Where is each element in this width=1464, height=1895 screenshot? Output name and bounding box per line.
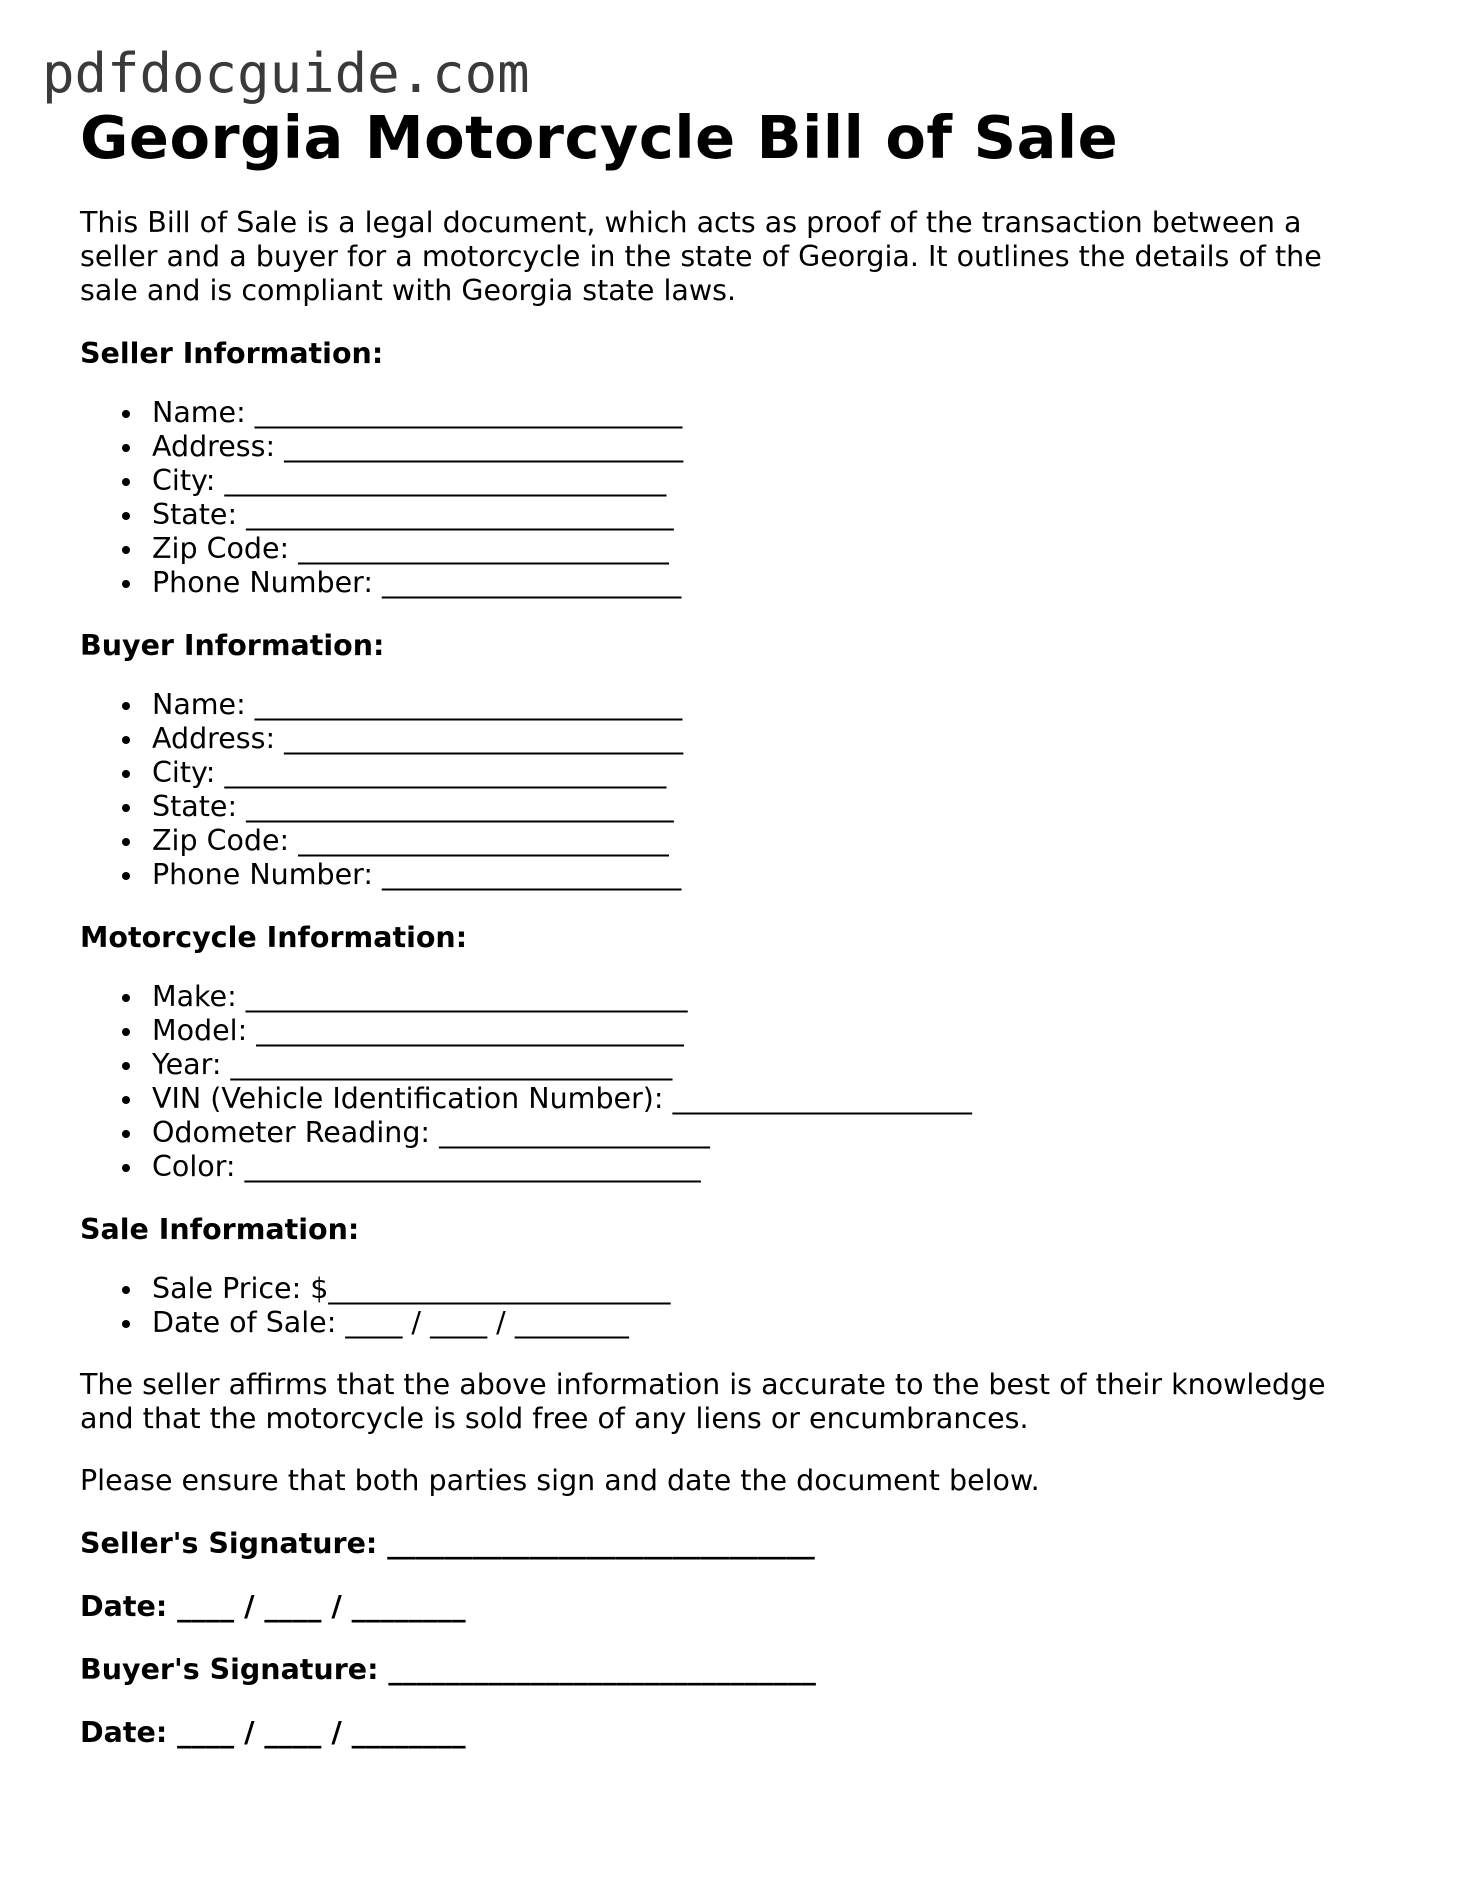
- seller-date-line[interactable]: Date: ____ / ____ / ________: [80, 1590, 466, 1623]
- buyer-date-line[interactable]: Date: ____ / ____ / ________: [80, 1716, 466, 1749]
- document-page: [80, 100, 1380, 1750]
- watermark-text: pdfdocguide.com: [42, 42, 530, 105]
- motorcycle-year-field[interactable]: Year: _______________________________: [152, 1048, 1380, 1082]
- buyer-zip-field[interactable]: Zip Code: __________________________: [152, 824, 1380, 858]
- motorcycle-odometer-field[interactable]: Odometer Reading: ___________________: [152, 1116, 1380, 1150]
- seller-section-heading: Seller Information:: [80, 337, 384, 370]
- instruction-paragraph: Please ensure that both parties sign and date the document below.: [80, 1464, 1040, 1497]
- motorcycle-model-field[interactable]: Model: ______________________________: [152, 1014, 1380, 1048]
- seller-city-field[interactable]: City: _______________________________: [152, 464, 1380, 498]
- buyer-fields-list: [80, 688, 1380, 892]
- seller-signature-line[interactable]: Seller's Signature: ______________________________: [80, 1527, 815, 1560]
- seller-phone-field[interactable]: Phone Number: _____________________: [152, 566, 1380, 600]
- buyer-section-heading: Buyer Information:: [80, 629, 385, 662]
- sale-fields-list: [80, 1272, 1380, 1340]
- seller-name-field[interactable]: Name: ______________________________: [152, 396, 1380, 430]
- sale-section-heading: Sale Information:: [80, 1213, 360, 1246]
- sale-date-field[interactable]: Date of Sale: ____ / ____ / ________: [152, 1306, 1380, 1340]
- buyer-address-field[interactable]: Address: ____________________________: [152, 722, 1380, 756]
- buyer-city-field[interactable]: City: _______________________________: [152, 756, 1380, 790]
- buyer-state-field[interactable]: State: ______________________________: [152, 790, 1380, 824]
- seller-fields-list: [80, 396, 1380, 600]
- buyer-phone-field[interactable]: Phone Number: _____________________: [152, 858, 1380, 892]
- document-title: Georgia Motorcycle Bill of Sale: [80, 103, 1119, 172]
- motorcycle-fields-list: [80, 980, 1380, 1184]
- intro-paragraph: This Bill of Sale is a legal document, which acts as proof of the transaction between a seller and a buyer for a motorcycle in the state of Georgia. It outlines the details of the sale and is compliant with Georgia state laws.: [80, 206, 1322, 307]
- motorcycle-vin-field[interactable]: VIN (Vehicle Identification Number): _____________________: [152, 1082, 1380, 1116]
- motorcycle-color-field[interactable]: Color: ________________________________: [152, 1150, 1380, 1184]
- seller-address-field[interactable]: Address: ____________________________: [152, 430, 1380, 464]
- motorcycle-make-field[interactable]: Make: _______________________________: [152, 980, 1380, 1014]
- seller-state-field[interactable]: State: ______________________________: [152, 498, 1380, 532]
- motorcycle-section-heading: Motorcycle Information:: [80, 921, 468, 954]
- sale-price-field[interactable]: Sale Price: $________________________: [152, 1272, 1380, 1306]
- buyer-name-field[interactable]: Name: ______________________________: [152, 688, 1380, 722]
- seller-zip-field[interactable]: Zip Code: __________________________: [152, 532, 1380, 566]
- affirmation-paragraph: The seller affirms that the above information is accurate to the best of their knowledge and that the motorcycle is sold free of any liens or encumbrances.: [80, 1368, 1326, 1435]
- buyer-signature-line[interactable]: Buyer's Signature: ______________________________: [80, 1653, 816, 1686]
